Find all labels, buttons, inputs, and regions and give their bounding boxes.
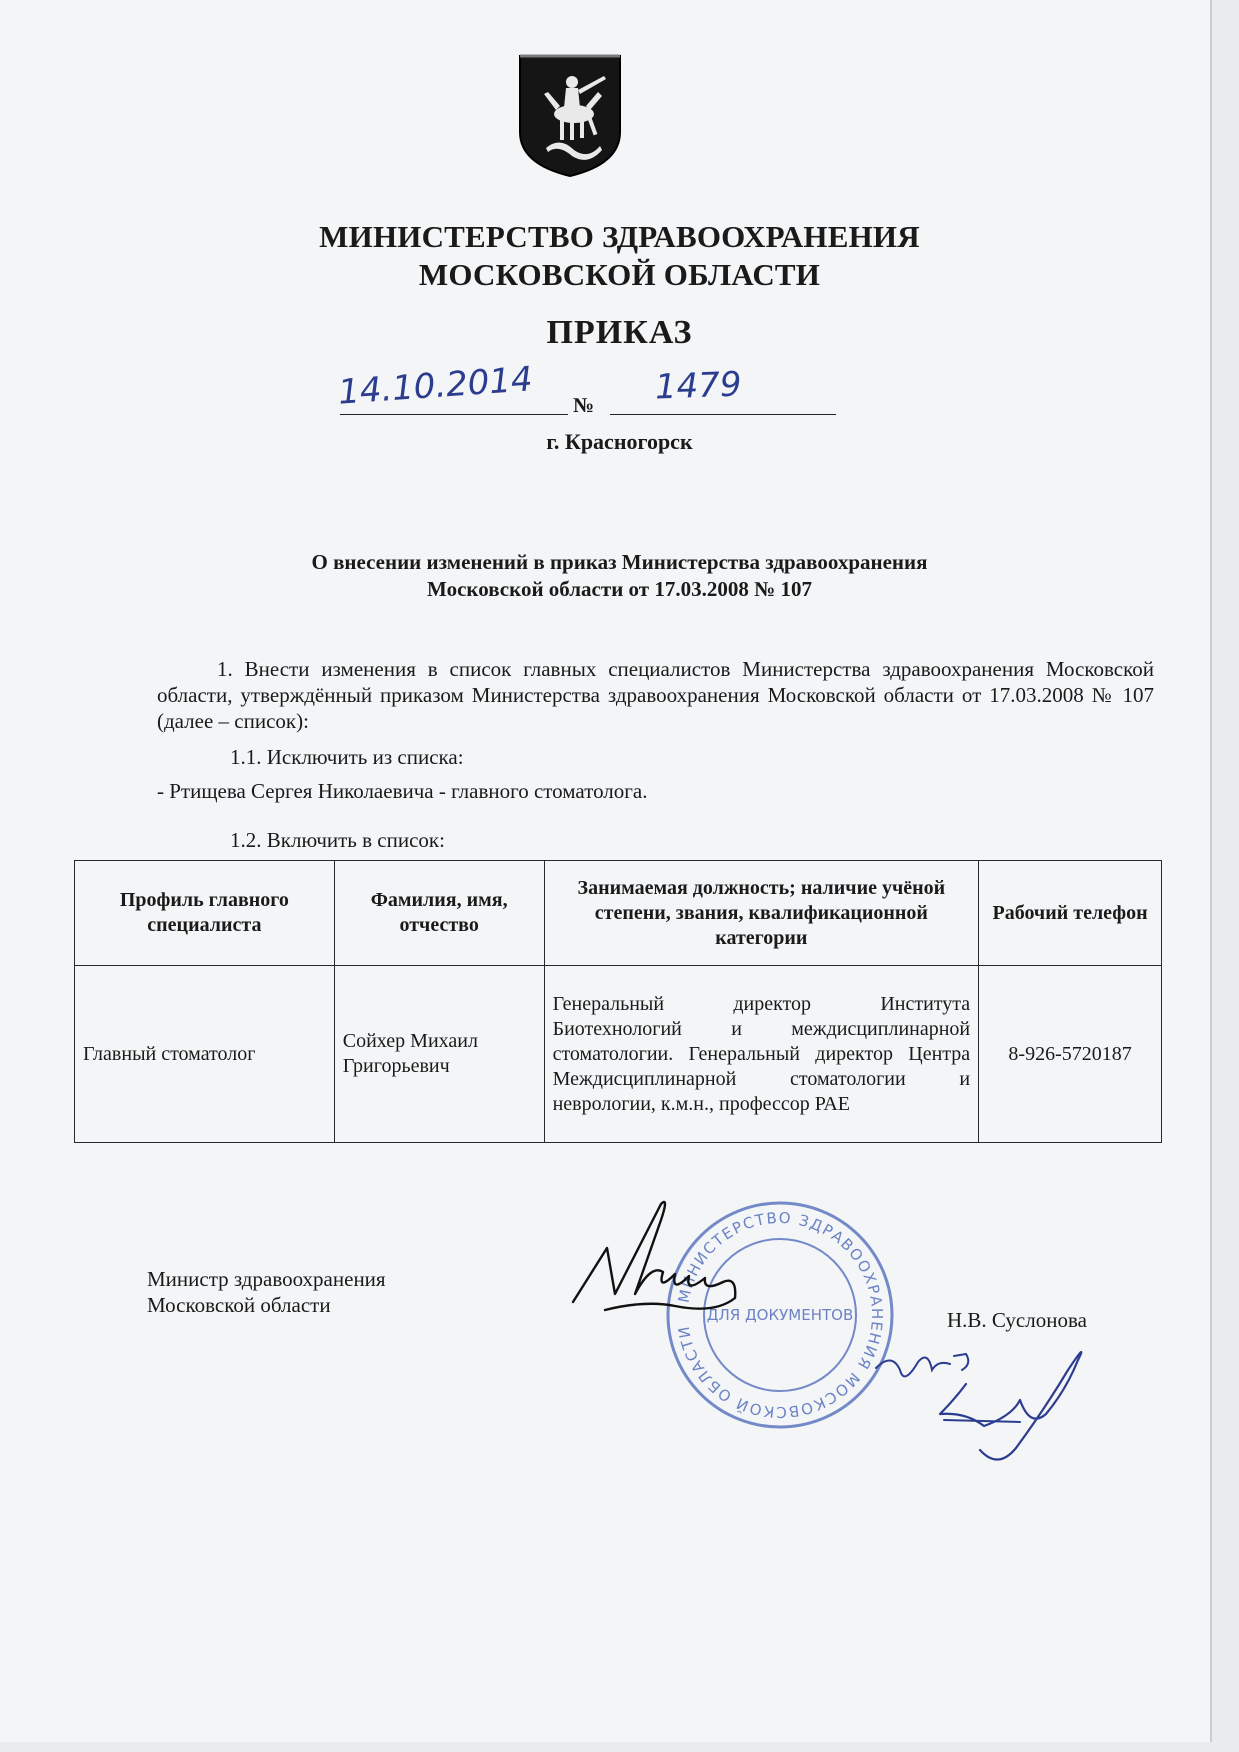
cell-position: Генеральный директор Института Биотехнологий и междисциплинарной стоматологии. Генеральный директор Центра Междисциплинарной стоматологии и неврологии, к.м.н., профессор РАЕ <box>544 966 979 1143</box>
ministry-line-2: МОСКОВСКОЙ ОБЛАСТИ <box>418 257 821 292</box>
item-1-1-entry: - Ртищева Сергея Николаевича - главного стоматолога. <box>157 779 648 803</box>
city: г. Красногорск <box>546 429 693 454</box>
ministry-name <box>0 218 1212 294</box>
header-phone: Рабочий телефон <box>979 861 1162 966</box>
subject-line-1: О внесении изменений в приказ Министерства здравоохранения <box>311 550 928 574</box>
approval-signature <box>870 1330 1100 1480</box>
paragraph-1: 1. Внести изменения в список главных специалистов Министерства здравоохранения Московской области, утверждённый приказом Министерства здравоохранения Московской области от 17.03.2008 № 107 (далее – список): <box>157 657 1154 733</box>
seal-center-text: ДЛЯ ДОКУМЕНТОВ <box>706 1306 854 1324</box>
signer-title-line-1: Министр здравоохранения <box>147 1267 386 1291</box>
specialists-table <box>74 860 1162 1143</box>
order-number-handwritten: 1479 <box>654 364 743 408</box>
subject-line-2: Московской области от 17.03.2008 № 107 <box>427 577 812 601</box>
header-position: Занимаемая должность; наличие учёной степени, звания, квалификационной категории <box>544 861 979 966</box>
signer-title-line-2: Московской области <box>147 1293 331 1317</box>
date-underline <box>340 414 568 415</box>
cell-profile: Главный стоматолог <box>75 966 335 1143</box>
signer-name: Н.В. Суслонова <box>947 1308 1087 1332</box>
table-header-row <box>75 861 1162 966</box>
number-sign: № <box>573 393 595 417</box>
cell-phone: 8-926-5720187 <box>979 966 1162 1143</box>
ministry-line-1: МИНИСТЕРСТВО ЗДРАВООХРАНЕНИЯ <box>319 219 920 254</box>
header-name: Фамилия, имя, отчество <box>334 861 544 966</box>
order-date-handwritten: 14.10.2014 <box>336 359 534 413</box>
header-profile: Профиль главного специалиста <box>75 861 335 966</box>
minister-signature <box>565 1190 775 1330</box>
item-1-2: 1.2. Включить в список: <box>230 828 445 852</box>
table-row <box>75 966 1162 1143</box>
signer-title <box>147 1266 386 1318</box>
cell-name: Сойхер Михаил Григорьевич <box>334 966 544 1143</box>
item-1-1: 1.1. Исключить из списка: <box>230 745 464 769</box>
moscow-region-coat-of-arms-icon <box>516 52 624 178</box>
seal-text: МИНИСТЕРСТВО ЗДРАВООХРАНЕНИЯ МОСКОВСКОЙ ОБЛАСТИ <box>674 1208 887 1422</box>
order-title: ПРИКАЗ <box>546 314 693 351</box>
order-subject <box>0 549 1212 603</box>
number-underline <box>610 414 836 415</box>
